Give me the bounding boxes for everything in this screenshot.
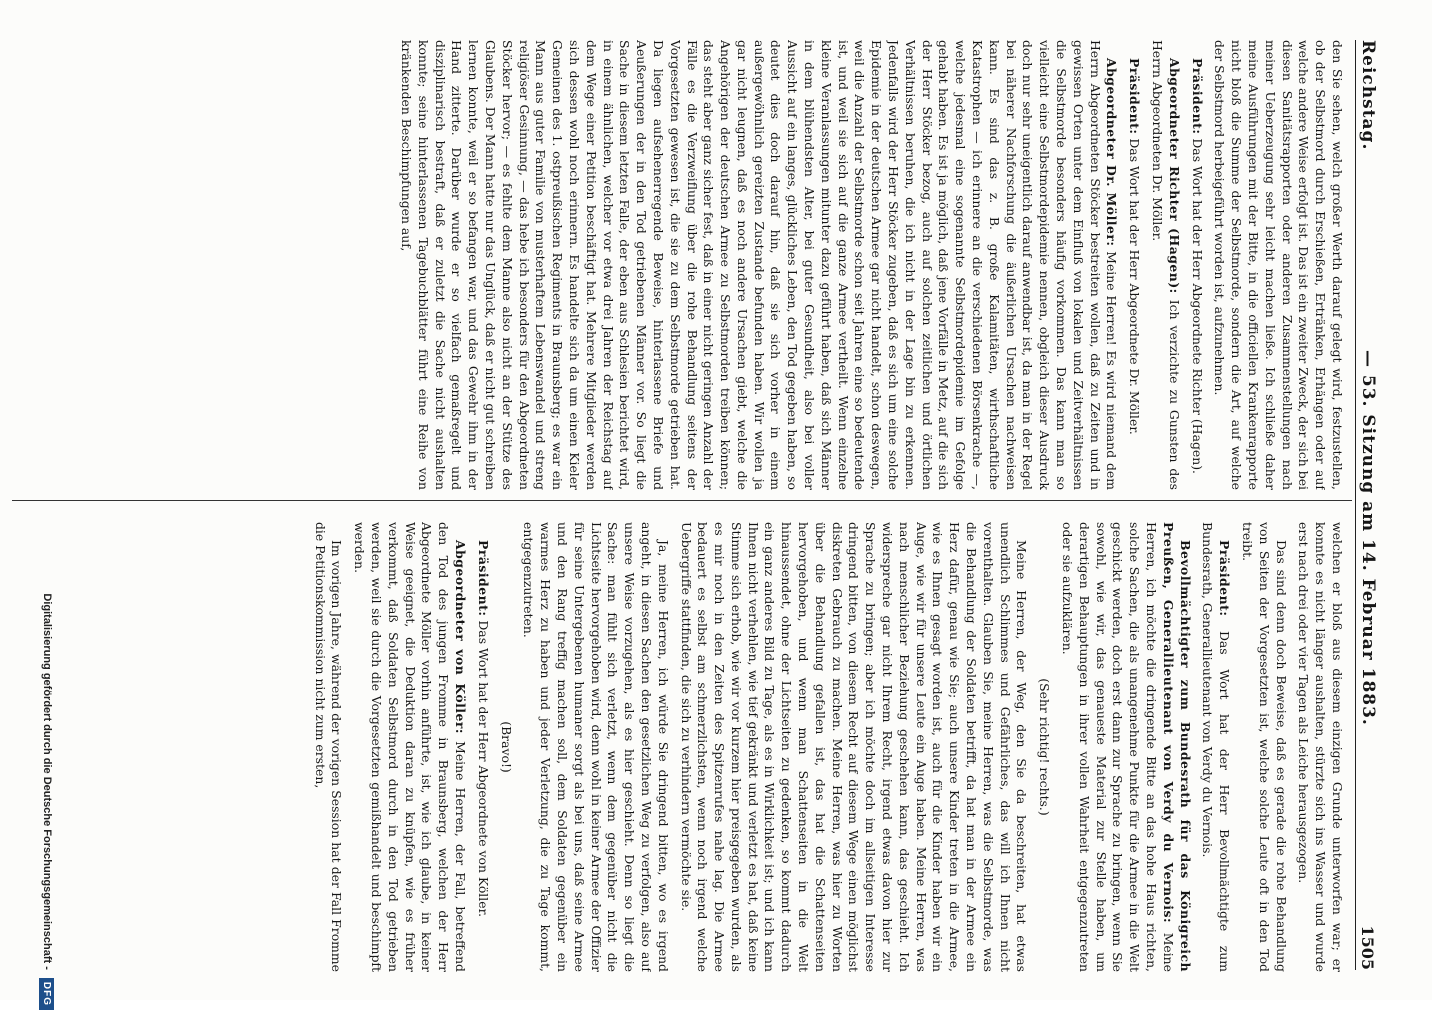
paragraph [1238, 522, 1288, 972]
running-head [1355, 40, 1390, 970]
paragraph-text: den Sie sehen, welch großer Werth darauf gelegt wird, festzustellen, ob der Selbstmord durch Erschießen, Ertränken, Erhängen oder auf welche andere Weise erfolgt ist. Das ist ein zweiter Zweck, der sich bei diesen Sanitätsrapporten oder anderen Zusammenstellungen nach meiner Ueberzeugung sehr leicht machen ließe. Ich schließe daher meine Ausführungen mit der Bitte, in die officiellen Krankenrapporte nicht bloß die Summe der Selbstmorde, sondern die Art, auf welche der Selbstmord herbeigeführt worden ist, aufzunehmen. [1212, 40, 1345, 490]
paragraph-text: Meine Herren, ich möchte die dringende Bitte an das hohe Haus richten, solche Sachen, die als unangenehme Punkte für die Armee in die Welt geschickt werden, doch erst dann zur Sprache zu bringen, wenn Sie sowohl, wie wir, das genaueste Material zur Stelle haben, um derartigen Behauptungen in ihrer vollen Wahrheit entgegenzutreten oder sie aufzuklären. [1060, 522, 1176, 972]
speaker-name: Abgeordneter Richter (Hagen): [1166, 58, 1182, 294]
speaker-paragraph [350, 522, 468, 972]
footer-credit: Digitalisierung gefördert durch die Deutsche Forschungsgemeinschaft - [41, 593, 53, 970]
speaker-paragraph [1188, 40, 1205, 490]
speaker-name: Abgeordneter von Köller: [452, 540, 468, 734]
left-column [15, 40, 1345, 490]
speaker-name: Bevollmächtigter zum Bundesrath für das Königreich Preußen, Generallieutenant von Verdy du Vernois: [1160, 522, 1193, 972]
applause-note [1035, 522, 1052, 972]
header-center: — 53. Sitzung am 14. Februar 1883. [1358, 349, 1378, 726]
paragraph-text: Das Wort hat der Herr Abgeordnete Dr. Möller. [1127, 138, 1143, 435]
header-left: Reichstag. [1358, 40, 1378, 151]
paragraph-text: Ja, meine Herren, ich würde Sie dringend bitten, wo es irgend angeht, in diesen Sachen den gesetzlichen Weg zu verfolgen, also auf unsere Weise vorzugehen, als es hier geschieht. Denn so liegt die Sache: man fühlt sich verletzt, wenn dem gegenüber nicht die Lichtseite hervorgehoben wird, denn wohl in keiner Armee der Offizier für seine Untergebenen humaner sorgt als bei uns, daß seine Armee und den Rang treffig machen soll, dem Soldaten gegenüber ein warmes Herz zu haben und jeder Verletzung, die zu Tage kommt, entgegenzutreten. [521, 522, 671, 972]
speaker-paragraph [1058, 522, 1192, 972]
speaker-paragraph [1199, 522, 1233, 972]
speaker-paragraph [1125, 40, 1142, 490]
speaker-paragraph [397, 40, 1119, 490]
paragraph-text: Das sind denn doch Beweise, daß es gerade die rohe Behandlung von Seiten der Vorgesetzten ist, welche solche Leute oft in den Tod treibt. [1240, 522, 1289, 972]
paragraph-text: Meine Herren! Es wird niemand dem Herrn Abgeordneten Stöcker bestreiten wollen, daß zu Zeiten und in gewissen Orten unter dem Einfluß von lokalen und Zeitverhältnissen die Selbstmorde besonders häufig vorkommen. Das kann man so vielleicht eine Selbstmordepidemie nennen, obgleich dieser Ausdruck doch nur sehr uneigentlich darauf anwendbar ist, da man in der Regel bei näherer Nachforschung die äußerlichen Ursachen nachweisen kann. Es sind das z. B. große Kalamitäten, wirthschaftliche Katastrophen — ich erinnere an die verschiedenen Börsenkrache —, welche jedesmal eine sogenannte Selbstmordepidemie im Gefolge gehabt haben. Es ist ja möglich, daß jene Vorfälle in Metz, auf die sich der Herr Stöcker bezog, auch auf solchen zeitlichen und örtlichen Verhältnissen beruhen, die ich nicht in der Lage bin zu erkennen. Jedenfalls wird der Herr Stöcker zugeben, daß es sich um eine solche Epidemie in der deutschen Armee gar nicht handelt, schon deswegen, weil die Anzahl der Selbstmorde schon seit Jahren eine so bedeutende ist, und weil sie sich auf die ganze Armee vertheilt. Wenn einzelne kleine Veranlassungen mitunter dazu geführt haben, daß sich Männer in dem blühendsten Alter, bei guter Gesundheit, also bei voller Aussicht auf ein langes, glückliches Leben, den Tod gegeben haben, so deutet dies doch darauf hin, daß sie sich vorher in einem außergewöhnlich gereizten Zustande befunden haben. Wir wollen ja gar nicht leugnen, daß es noch andere Ursachen giebt, welche die Angehörigen der deutschen Armee zu Selbstmorden treiben können; das steht aber ganz sicher fest, daß in einer nicht geringen Anzahl der Fälle es die Verzweiflung über die rohe Behandlung seitens der Vorgesetzten gewesen ist, die sie zu dem Selbstmorde getrieben hat. Da liegen aufsehenerregende Beweise, hinterlassene Briefe und Aeußerungen der in den Tod getriebenen Männer vor. So liegt die Sache in diesem letzten Falle, der eben aus Schlesien berichtet wird, in einem ähnlichen, welcher vor etwa drei Jahren der Reichstag auf dem Wege einer Petition beschäftigt hat. Mehrere Mitglieder werden sich dessen wohl noch erinnern. Es handelte sich da um einen Kieler Gemeinen des 1. ostpreußischen Regiments in Braunsberg; es war ein Mann aus guter Familie von musterhaftem Lebenswandel und streng religiöser Gesinnung, — das hebe ich besonders für den Abgeordneten Stöcker hervor; — es fehlte dem Manne also nicht an der Stütze des Glaubens. Der Mann hatte nur das Unglück, daß er nicht gut schreiben lernen konnte, weil er so befangen war, und das Gewehr ihm in der Hand zitterte. Darüber wurde er so vielfach gemaßregelt und disziplinarisch bestraft, daß er zuletzt die Sache nicht aushalten konnte; seine hinterlassenen Tagebuchblätter führt eine Reihe von kränkenden Beschimpfungen auf, [398, 40, 1120, 490]
paragraph [677, 522, 1030, 972]
paragraph [1295, 522, 1345, 972]
speaker-paragraph [474, 522, 491, 972]
dfg-logo: DFG [40, 978, 55, 1010]
page-number: 1505 [1358, 925, 1377, 970]
speaker-name: Präsident: [1189, 58, 1205, 135]
paragraph-text: Das Wort hat der Herr Abgeordnete Richter (Hagen). [1189, 138, 1205, 474]
paragraph-text: Das Wort hat der Herr Abgeordnete von Köller. [475, 620, 491, 918]
paragraph-text: Meine Herren, der Fall, betreffend den Tod des jungen Fromme in Braunsberg, welchen der Herr Abgeordnete Möller vorhin anführte, ist, wie ich glaube, in keiner Weise geeignet, die Deduktion daran zu knüpfen, wie es früher verkommt, daß Soldaten Selbstmord durch in den Tod getrieben werden, weil sie durch die Vorgesetzten gemißhandelt und beschimpft werden. [352, 522, 468, 972]
applause-note [497, 522, 514, 972]
speaker-paragraph [1148, 40, 1182, 490]
paragraph-text: (Bravo!) [498, 721, 514, 773]
paragraph [311, 522, 345, 972]
paragraph-text: welchen er bloß aus diesem einzigen Grunde unterworfen war; er konnte es nicht länger aushalten, stürzte sich ins Wasser und wurde erst nach drei oder vier Tagen als Leiche herausgezogen. [1296, 522, 1345, 972]
digitization-footer [32, 0, 62, 1010]
speaker-name: Präsident: [475, 540, 491, 617]
speaker-name: Abgeordneter Dr. Möller: [1104, 58, 1120, 247]
speaker-name: Präsident: [1127, 58, 1143, 135]
paragraph [1211, 40, 1345, 490]
paragraph-text: Ich verzichte zu Gunsten des Herrn Abgeordneten Dr. Möller. [1150, 40, 1182, 490]
right-column [15, 522, 1345, 972]
paragraph-text: Meine Herren, der Weg, den Sie da beschreiten, hat etwas unendlich Schlimmes und Gefährliches, das will ich Ihnen nicht vorenthalten. Glauben Sie, meine Herren, was die Selbstmorde, was die Behandlung der Soldaten betrifft, da hat man in der Armee ein Herz dafür, genau wie Sie; auch unsere Kinder treten in die Armee, wie es Ihnen gesagt worden ist, auch für die Kinder haben wir ein Auge, wie wir für unsere Leute ein Auge haben. Meine Herren, was nach menschlicher Beziehung geschehen kann, das geschieht. Ich widerspreche gar nicht Ihrem Recht, irgend etwas davon hier zur Sprache zu bringen; aber ich möchte doch im allseitigen Interesse dringend bitten, von diesem Recht auf diesem Wege einen möglichst diskreten Gebrauch zu machen. Meine Herren, was hier zu Worten über die Behandlung gefallen ist, das hat die Schattenseiten hervorgehoben, und wenn man Schattenseiten in die Welt hinaussendet, ohne der Lichtseiten zu gedenken, so kommt dadurch ein ganz anderes Bild zu Tage, als es in Wirklichkeit ist; und ich kann Ihnen nicht verhehlen, wie tief gekränkt und verletzt es hat, daß keine Stimme sich erhob, wie wir vor kurzem hier preisgegeben wurden, als es mir noch in den Zeiten des Spitzenrufes nahe lag. Die Armee bedauert es selbst am schmerzlichsten, wenn noch irgend welche Uebergriffe stattfinden, die sich zu verhindern vermöchte sie. [678, 522, 1030, 972]
column-divider [12, 500, 1352, 501]
paragraph [520, 522, 671, 972]
paragraph-text: Das Wort hat der Herr Bevollmächtigte zum Bundesrath, Generallieutenant von Verdy du Vernois. [1200, 522, 1233, 972]
speaker-name: Präsident: [1217, 540, 1233, 617]
paragraph-text: (Sehr richtig! rechts.) [1037, 678, 1053, 816]
paragraph-text: Im vorigen Jahre, während der vorigen Session hat der Fall Fromme die Petitionskommission nicht zum ersten, [312, 522, 345, 972]
